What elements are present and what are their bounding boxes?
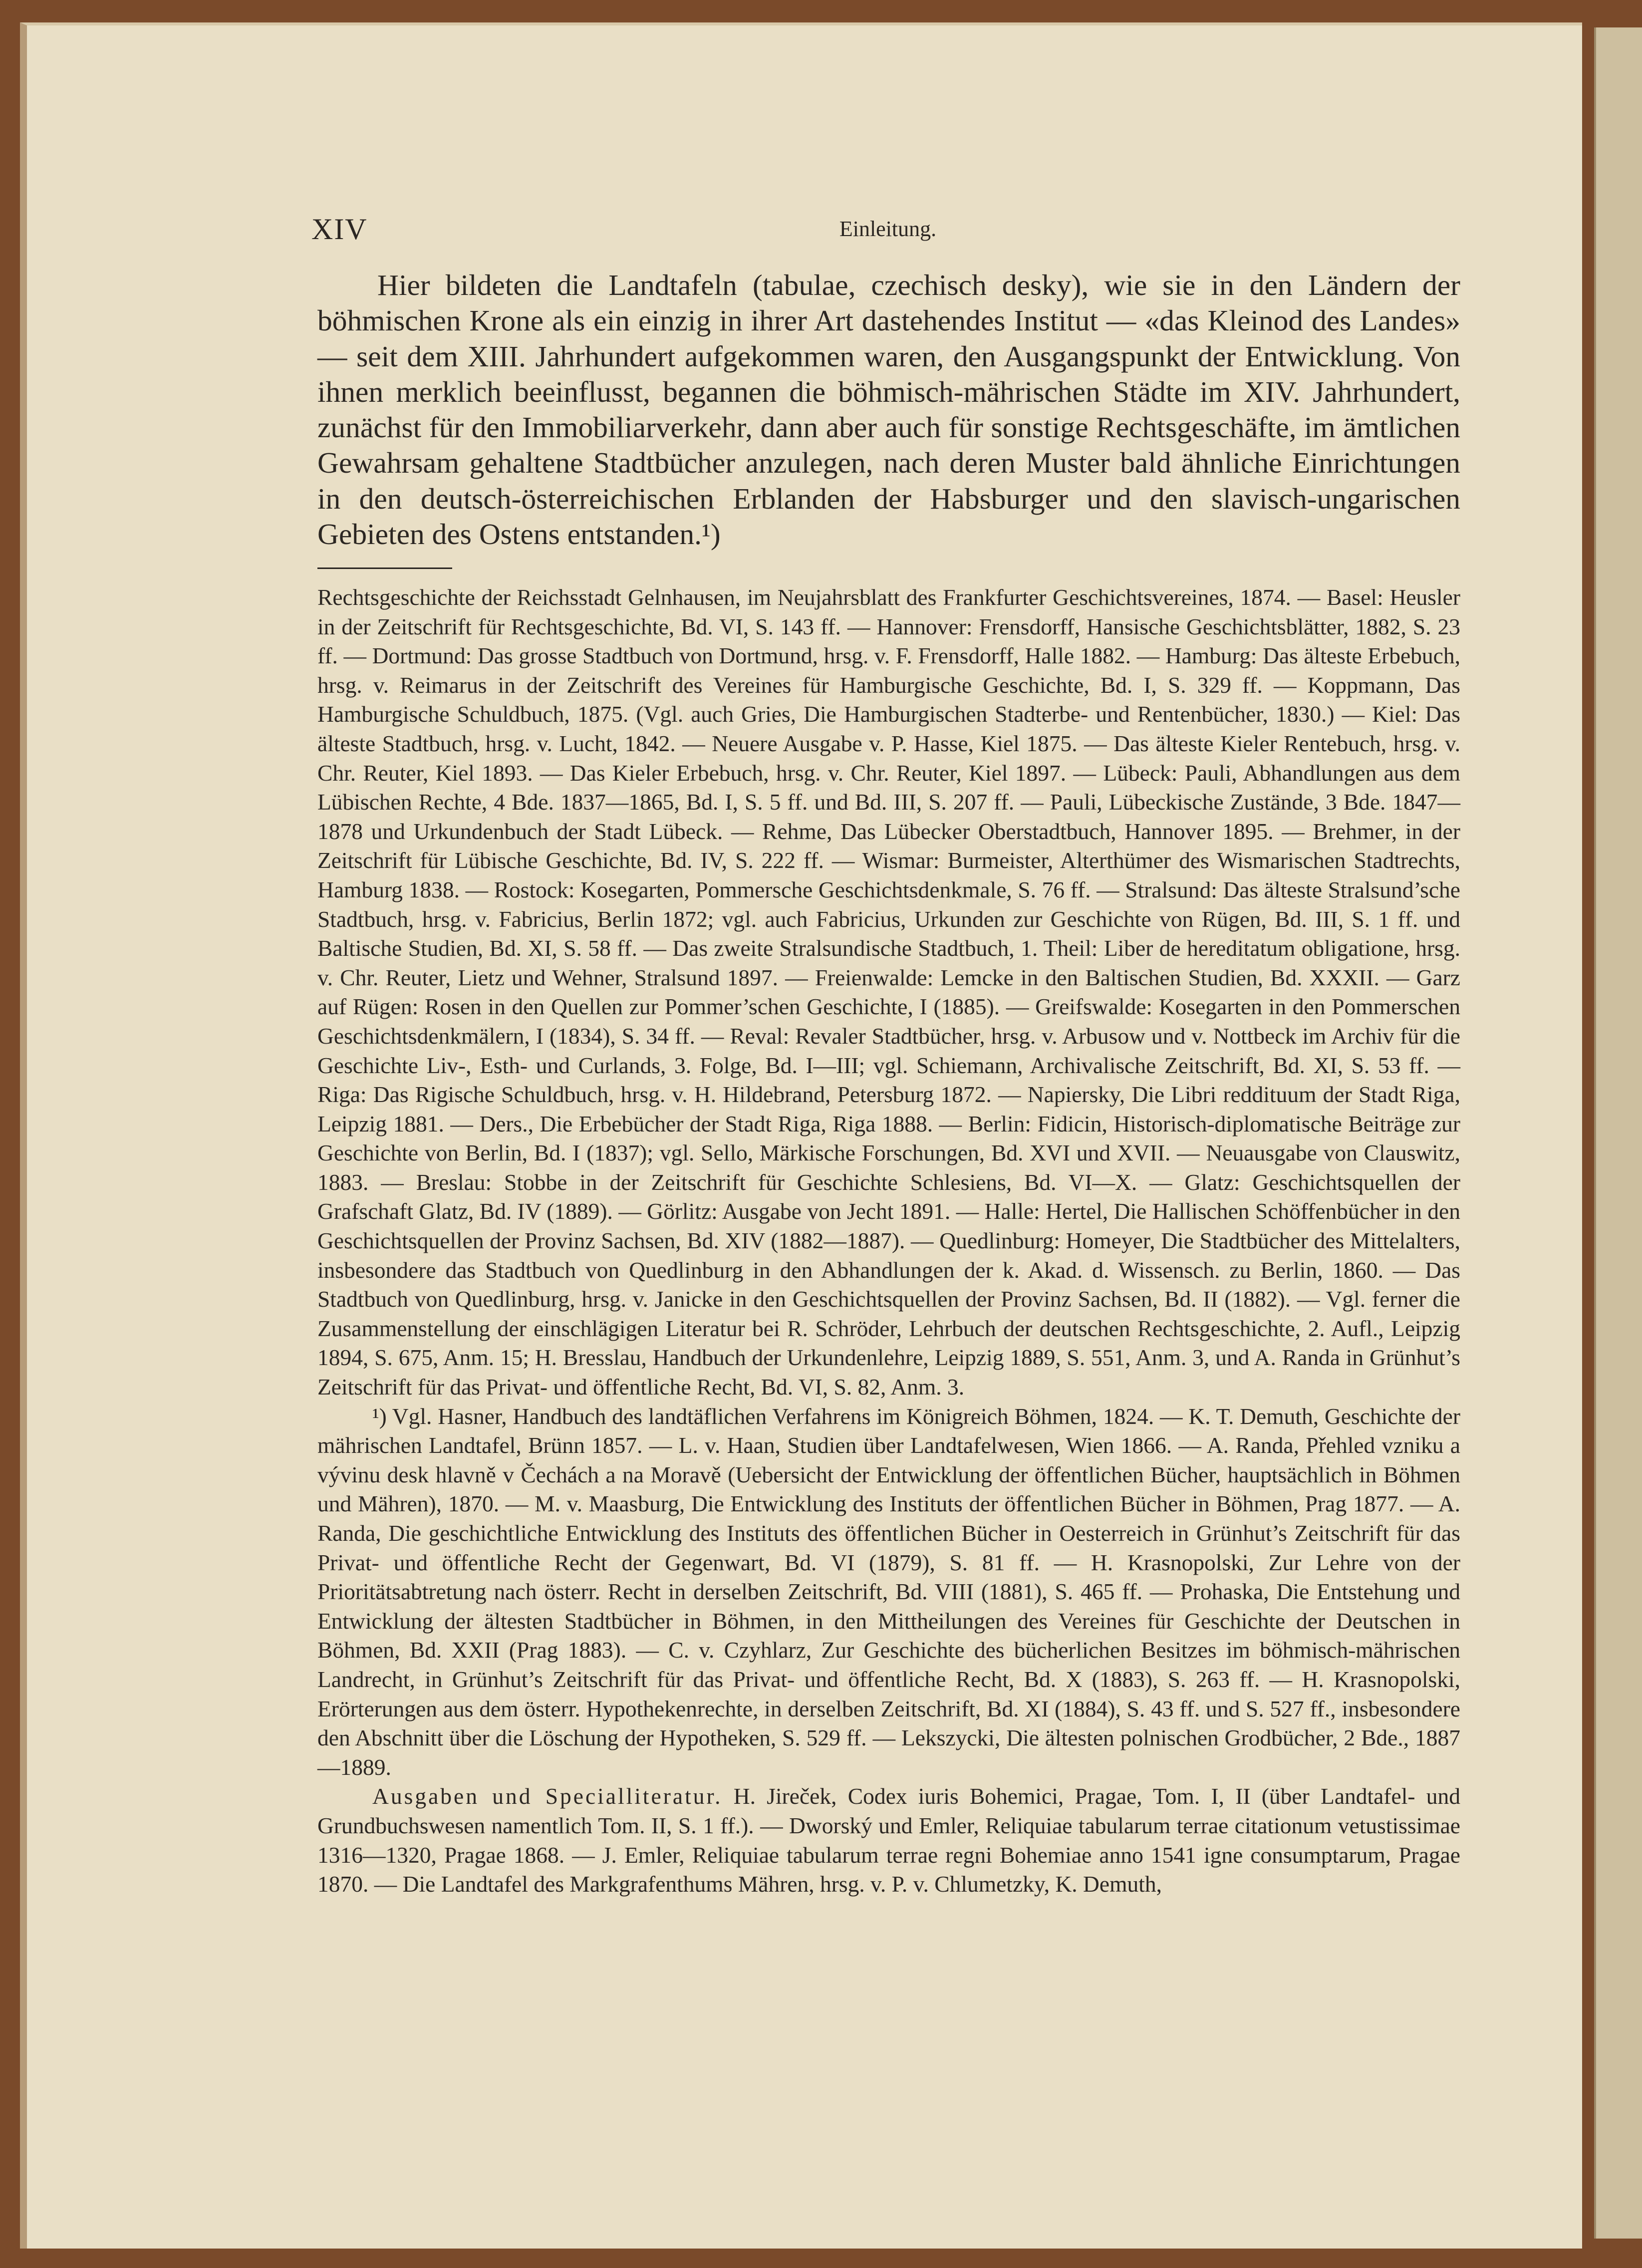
next-page-edge [1594, 27, 1642, 2239]
footnote-continued: Rechtsgeschichte der Reichsstadt Gelnhausen, im Neujahrsblatt des Frankfurter Geschichtsvereines, 1874. — Basel: Heusler in der Zeitschrift für Rechtsgeschichte, Bd. VI, S. 143 ff. — Hannover: Frensdorff, Hansische Geschichtsblätter, 1882, S. 23 ff. — Dortmund: Das grosse Stadtbuch von Dortmund, hrsg. v. F. Frensdorff, Halle 1882. — Hamburg: Das älteste Erbebuch, hrsg. v. Reimarus in der Zeitschrift des Vereines für Hamburgische Geschichte, Bd. I, S. 329 ff. — Koppmann, Das Hamburgische Schuldbuch, 1875. (Vgl. auch Gries, Die Hamburgischen Stadterbe- und Rentenbücher, 1830.) — Kiel: Das älteste Stadtbuch, hrsg. v. Lucht, 1842. — Neuere Ausgabe v. P. Hasse, Kiel 1875. — Das älteste Kieler Rentebuch, hrsg. v. Chr. Reuter, Kiel 1893. — Das Kieler Erbebuch, hrsg. v. Chr. Reuter, Kiel 1897. — Lübeck: Pauli, Abhandlungen aus dem Lübischen Rechte, 4 Bde. 1837—1865, Bd. I, S. 5 ff. und Bd. III, S. 207 ff. — Pauli, Lübeckische Zustände, 3 Bde. 1847—1878 und Urkundenbuch der Stadt Lübeck. — Rehme, Das Lübecker Oberstadtbuch, Hannover 1895. — Brehmer, in der Zeitschrift für Lübische Geschichte, Bd. IV, S. 222 ff. — Wismar: Burmeister, Alterthümer des Wismarischen Stadtrechts, Hamburg 1838. — Rostock: Kosegarten, Pommersche Geschichtsdenkmale, S. 76 ff. — Stralsund: Das älteste Stralsund’sche Stadtbuch, hrsg. v. Fabricius, Berlin 1872; vgl. auch Fabricius, Urkunden zur Geschichte von Rügen, Bd. III, S. 1 ff. und Baltische Studien, Bd. XI, S. 58 ff. — Das zweite Stralsundische Stadtbuch, 1. Theil: Liber de hereditatum obligatione, hrsg. v. Chr. Reuter, Lietz und Wehner, Stralsund 1897. — Freienwalde: Lemcke in den Baltischen Studien, Bd. XXXII. — Garz auf Rügen: Rosen in den Quellen zur Pommer’schen Geschichte, I (1885). — Greifswalde: Kosegarten in den Pommerschen Geschichtsdenkmälern, I (1834), S. 34 ff. — Reval: Revaler Stadtbücher, hrsg. v. Arbusow und v. Nottbeck im Archiv für die Geschichte Liv-, Esth- und Curlands, 3. Folge, Bd. I—III; vgl. Schiemann, Archivalische Zeitschrift, Bd. XI, S. 53 ff. — Riga: Das Rigische Schuldbuch, hrsg. v. H. Hildebrand, Petersburg 1872. — Napiersky, Die Libri reddituum der Stadt Riga, Leipzig 1881. — Ders., Die Erbebücher der Stadt Riga, Riga 1888. — Berlin: Fidicin, Historisch-diplomatische Beiträge zur Geschichte von Berlin, Bd. I (1837); vgl. Sello, Märkische Forschungen, Bd. XVI und XVII. — Neuausgabe von Clauswitz, 1883. — Breslau: Stobbe in der Zeitschrift für Geschichte Schlesiens, Bd. VI—X. — Glatz: Geschichtsquellen der Grafschaft Glatz, Bd. IV (1889). — Görlitz: Ausgabe von Jecht 1891. — Halle: Hertel, Die Hallischen Schöffenbücher in den Geschichtsquellen der Provinz Sachsen, Bd. XIV (1882—1887). — Quedlinburg: Homeyer, Die Stadtbücher des Mittelalters, insbesondere das Stadtbuch von Quedlinburg in den Abhandlungen der k. Akad. d. Wissensch. zu Berlin, 1860. — Das Stadtbuch von Quedlinburg, hrsg. v. Janicke in den Geschichtsquellen der Provinz Sachsen, Bd. II (1882). — Vgl. ferner die Zusammenstellung der einschlägigen Literatur bei R. Schröder, Lehrbuch der deutschen Rechtsgeschichte, 2. Aufl., Leipzig 1894, S. 675, Anm. 15; H. Bresslau, Handbuch der Urkundenlehre, Leipzig 1889, S. 551, Anm. 3, und A. Randa in Grünhut’s Zeitschrift für das Privat- und öffentliche Recht, Bd. VI, S. 82, Anm. 3. [317, 584, 1460, 1400]
footnote-marker: ¹) [372, 1403, 387, 1429]
footnote-editions [317, 1782, 1460, 1899]
page-header [311, 212, 1464, 247]
running-title: Einleitung. [839, 217, 937, 241]
main-paragraph: Hier bildeten die Landtafeln (tabulae, czechisch desky), wie sie in den Ländern der böhmischen Krone als ein einzig in ihrer Art dastehendes Institut — «das Kleinod des Landes» — seit dem XIII. Jahrhundert aufgekommen waren, den Ausgangspunkt der Entwicklung. Von ihnen merklich beeinflusst, begannen die böhmisch-mährischen Städte im XIV. Jahrhundert, zunächst für den Immobiliarverkehr, dann aber auch für sonstige Rechtsgeschäfte, im ämtlichen Gewahrsam gehaltene Stadtbücher anzulegen, nach deren Muster bald ähnliche Einrichtungen in den deutsch-österreichischen Erblanden der Habsburger und den slavisch-ungarischen Gebieten des Ostens entstanden.¹) [317, 269, 1460, 551]
footnote-rule [317, 567, 452, 569]
footnotes [317, 583, 1460, 1899]
page-number: XIV [311, 213, 368, 246]
footnote-1 [317, 1402, 1460, 1782]
editions-heading: Ausgaben und Specialliteratur. [372, 1783, 723, 1809]
editions-text: H. Jireček, Codex iuris Bohemici, Pragae, Tom. I, II (über Landtafel- und Grundbuchswesen namentlich Tom. II, S. 1 ff.). — Dworský und Emler, Reliquiae tabularum terrae citationum vetustissimae 1316—1320, Pragae 1868. — J. Emler, Reliquiae tabularum terrae regni Bohemiae anno 1541 igne consumptarum, Pragae 1870. — Die Landtafel des Markgrafenthums Mähren, hrsg. v. P. v. Chlumetzky, K. Demuth, [317, 1783, 1461, 1897]
footnote-1-text: Vgl. Hasner, Handbuch des landtäflichen Verfahrens im Königreich Böhmen, 1824. — K. T. Demuth, Geschichte der mährischen Landtafel, Brünn 1857. — L. v. Haan, Studien über Landtafelwesen, Wien 1866. — A. Randa, Přehled vzniku a vývinu desk hlavně v Čechách a na Moravě (Uebersicht der Entwicklung der öffentlichen Bücher, hauptsächlich in Böhmen und Mähren), 1870. — M. v. Maasburg, Die Entwicklung des Instituts der öffentlichen Bücher in Böhmen, Prag 1877. — A. Randa, Die geschichtliche Entwicklung des Instituts des öffentlichen Bücher in Oesterreich in Grünhut’s Zeitschrift für das Privat- und öffentliche Recht der Gegenwart, Bd. VI (1879), S. 81 ff. — H. Krasnopolski, Zur Lehre von der Prioritätsabtretung nach österr. Recht in derselben Zeitschrift, Bd. VIII (1881), S. 465 ff. — Prohaska, Die Entstehung und Entwicklung der ältesten Stadtbücher in Böhmen, in den Mittheilungen des Vereines für Geschichte der Deutschen in Böhmen, Bd. XXII (Prag 1883). — C. v. Czyhlarz, Zur Geschichte des bücherlichen Besitzes im böhmisch-mährischen Landrecht, in Grünhut’s Zeitschrift für das Privat- und öffentliche Recht, Bd. X (1883), S. 263 ff. — H. Krasnopolski, Erörterungen aus dem österr. Hypothekenrechte, in derselben Zeitschrift, Bd. XI (1884), S. 43 ff. und S. 527 ff., insbesondere den Abschnitt über die Löschung der Hypotheken, S. 529 ff. — Lekszycki, Die ältesten polnischen Grodbücher, 2 Bde., 1887—1889. [317, 1403, 1460, 1780]
